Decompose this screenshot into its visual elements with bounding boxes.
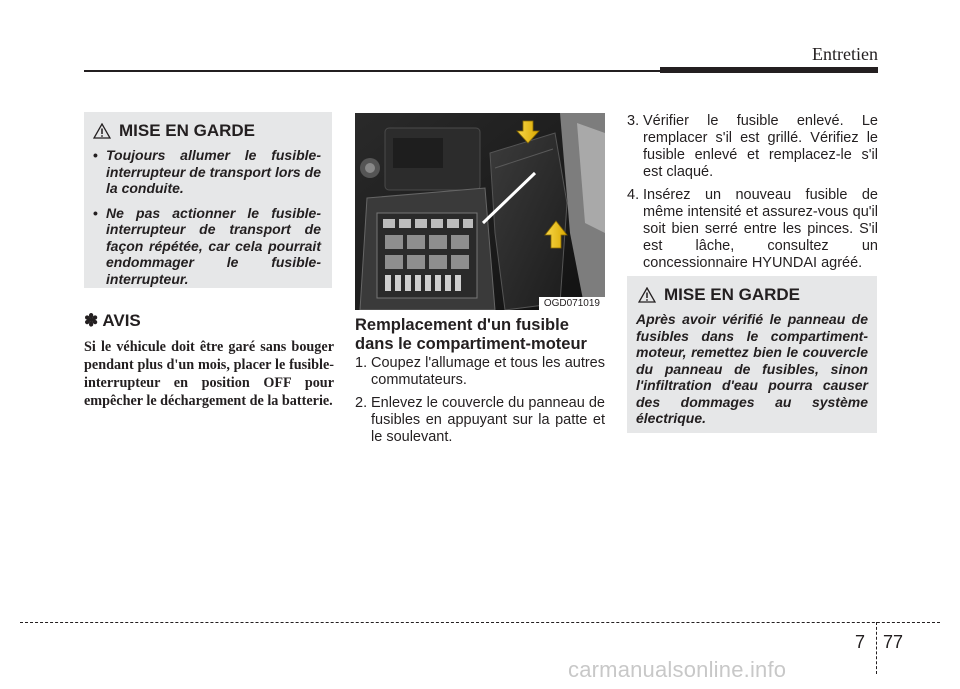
caution-item: • Ne pas actionner le fusible-interrupteur de transport de façon répétée, car cela pourrait endommager le fusible-interrupteur. xyxy=(93,205,321,288)
page-number: 77 xyxy=(883,632,904,652)
caution-box-right xyxy=(627,276,877,433)
procedure-steps-1 xyxy=(355,355,605,452)
footer-divider xyxy=(876,622,877,674)
figure-code-label: OGD071019 xyxy=(539,297,605,310)
header-section-title: Entretien xyxy=(812,44,878,64)
notice-symbol: ✽ xyxy=(84,311,99,330)
caution-item: • Toujours allumer le fusible-interrupteur de transport lors de la conduite. xyxy=(93,147,321,197)
header-rule-thick xyxy=(660,67,878,73)
step-text: Coupez l'allumage et tous les autres commutateurs. xyxy=(371,355,605,388)
step-number: 2. xyxy=(355,395,368,411)
notice-heading xyxy=(84,311,141,331)
notice-body: Si le véhicule doit être garé sans bouger pendant plus d'un mois, placer le fusible-interrupteur en position OFF pour empêcher le déchargement de la batterie. xyxy=(84,339,334,409)
procedure-step xyxy=(355,395,605,446)
engine-compartment-illustration xyxy=(355,113,605,310)
notice-heading-text: AVIS xyxy=(102,311,141,330)
chapter-number: 7 xyxy=(855,632,866,652)
caution-title-row xyxy=(93,121,321,141)
engine-fuse-box-photo xyxy=(355,113,605,310)
step-text: Vérifier le fusible enlevé. Le remplacer s'il est grillé. Vérifiez le fusible enlevé et remplacez-le s'il est claqué. xyxy=(643,113,878,180)
section-heading: Remplacement d'un fusible dans le compartiment-moteur xyxy=(355,316,587,353)
watermark: carmanualsonline.info xyxy=(568,657,787,682)
step-number: 3. xyxy=(627,113,640,129)
procedure-step xyxy=(355,355,605,389)
step-number: 4. xyxy=(627,187,640,203)
procedure-step xyxy=(627,187,878,272)
caution-list xyxy=(93,147,321,287)
caution-text: Après avoir vérifié le panneau de fusibles dans le compartiment-moteur, remettez bien le couvercle du panneau de fusibles, sinon l'infiltration d'eau pourra causer des dommages au système électrique. xyxy=(636,311,868,426)
warning-triangle-icon xyxy=(638,287,656,303)
step-number: 1. xyxy=(355,355,368,371)
caution-box-left xyxy=(84,112,332,288)
step-text: Insérez un nouveau fusible de même intensité et assurez-vous qu'il soit bien serré entre les pinces. S'il est lâche, consultez un concessionnaire HYUNDAI agréé. xyxy=(643,187,878,271)
header-rule xyxy=(84,70,660,72)
procedure-steps-2 xyxy=(627,113,878,278)
procedure-step xyxy=(627,113,878,181)
warning-triangle-icon xyxy=(93,123,111,139)
caution-title: MISE EN GARDE xyxy=(119,121,256,140)
footer-dashed-rule xyxy=(20,622,940,623)
caution-title-row xyxy=(638,285,868,305)
caution-title: MISE EN GARDE xyxy=(664,285,801,304)
step-text: Enlevez le couvercle du panneau de fusibles en appuyant sur la patte et le soulevant. xyxy=(371,395,605,445)
